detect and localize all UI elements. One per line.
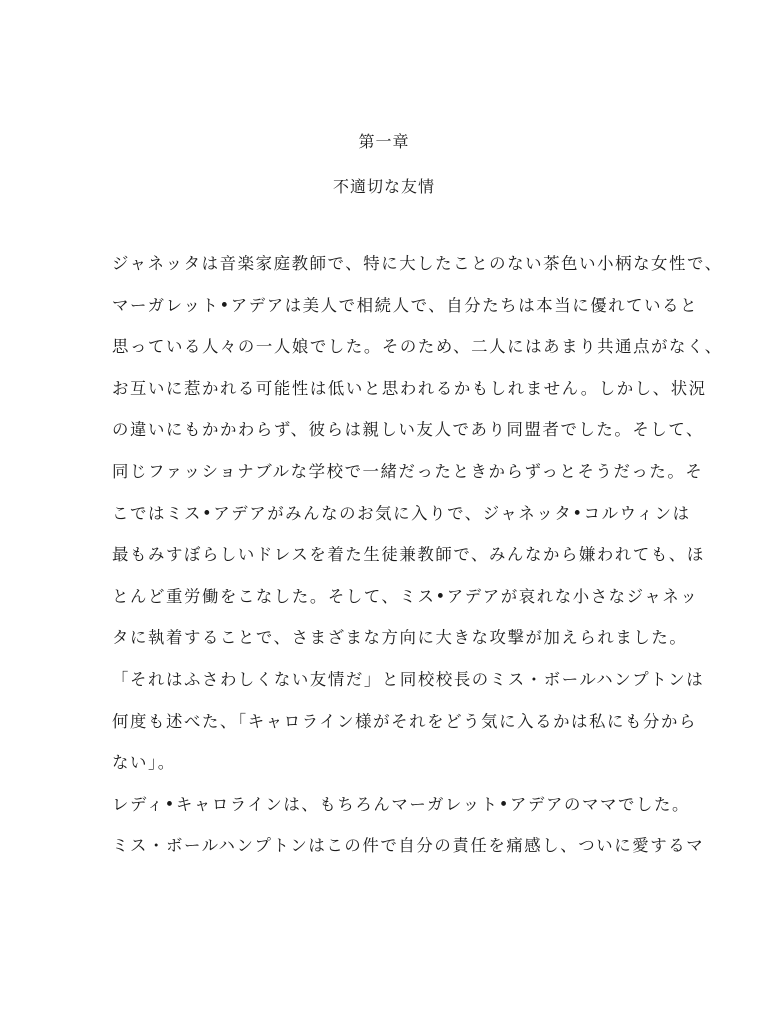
body-text [112,248,723,872]
text-line: ない」。 [112,753,176,773]
text-line: ジャネッタは音楽家庭教師で、特に大したことのない茶色い小柄な女性で、 [112,254,723,273]
chapter-title: 不適切な友情 [332,177,435,196]
text-line: レディ•キャロラインは、もちろんマーガレット•アデアのママでした。 [112,794,690,814]
text-line: 思っている人々の一人娘でした。そのため、二人にはあまり共通点がなく、 [112,337,723,357]
text-line: の違いにもかかわらず、彼らは親しい友人であり同盟者でした。そして、 [112,420,705,440]
text-line: こではミス•アデアがみんなのお気に入りで、ジャネッタ•コルウィンは [112,503,691,523]
text-line: 何度も述べた、「キャロライン様がそれをどう気に入るかは私にも分から [112,711,697,731]
text-line: 最もみすぼらしいドレスを着た生徒兼教師で、みんなから嫌われても、ほ [112,545,705,565]
text-line: お互いに惹かれる可能性は低いと思われるかもしれません。しかし、状況 [112,378,707,398]
text-line: 同じファッショナブルな学校で一緒だったときからずっとそうだった。そ [112,461,704,481]
text-line: 「それはふさわしくない友情だ」と同校校長のミス・ボールハンプトンは [112,669,705,689]
text-line: ミス・ボールハンプトンはこの件で自分の責任を痛感し、ついに愛するマ [112,836,705,856]
text-line: とんど重労働をこなした。そして、ミス•アデアが哀れな小さなジャネッ [112,586,699,606]
chapter-number: 第一章 [358,132,410,151]
text-line: マーガレット•アデアは美人で相続人で、自分たちは本当に優れていると [112,295,699,315]
text-line: タに執着することで、さまざまな方向に大きな攻撃が加えられました。 [112,628,688,648]
